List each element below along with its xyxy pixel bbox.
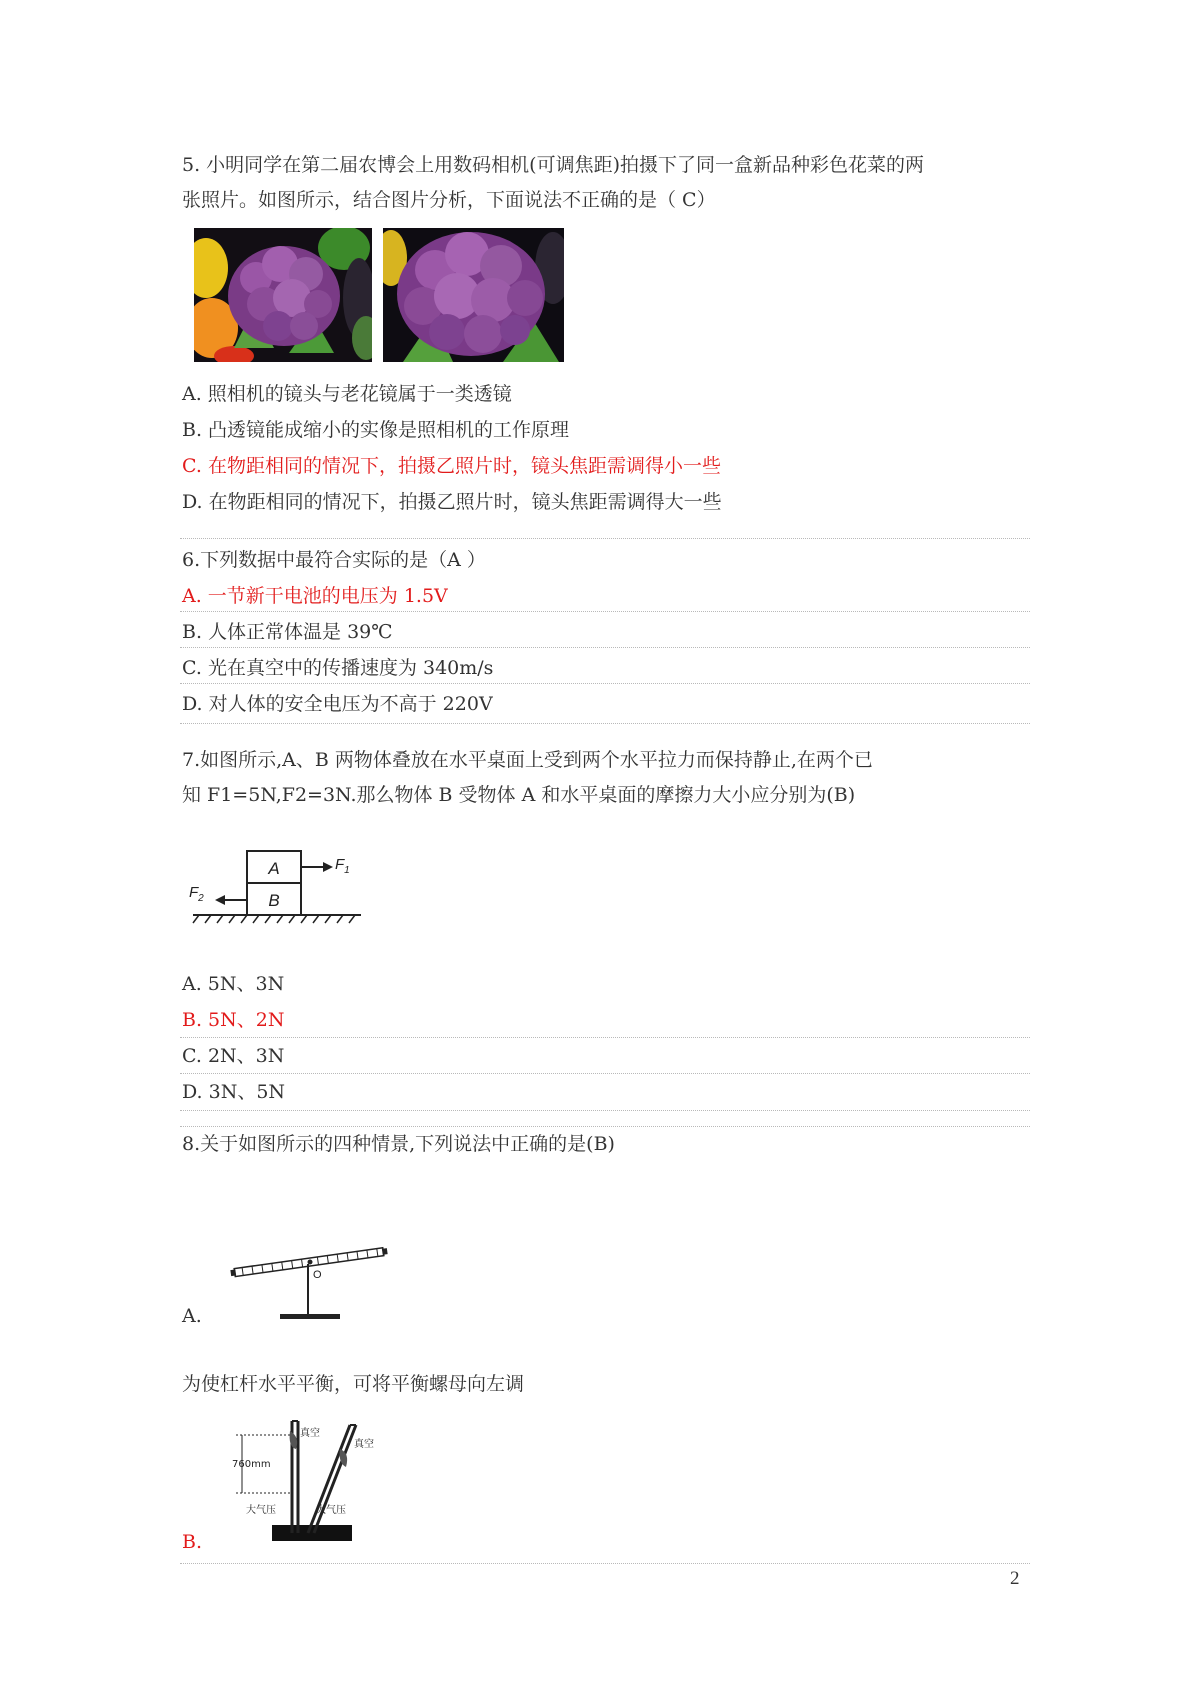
divider xyxy=(180,683,1030,684)
q6-option-b: B. 人体正常体温是 39℃ xyxy=(182,621,393,643)
torricelli-figure xyxy=(232,1415,382,1545)
q7-stem-line1: 7.如图所示,A、B 两物体叠放在水平桌面上受到两个水平拉力而保持静止,在两个已 xyxy=(182,749,873,771)
q8-option-a-label: A. xyxy=(182,1305,202,1327)
divider xyxy=(180,538,1030,539)
q6-stem: 6.下列数据中最符合实际的是（A ） xyxy=(182,549,486,571)
q6-option-a: A. 一节新干电池的电压为 1.5V xyxy=(182,585,448,607)
block-b-label: B xyxy=(268,891,280,910)
atm-label-1: 大气压 xyxy=(246,1505,276,1516)
q5-option-c: C. 在物距相同的情况下，拍摄乙照片时，镜头焦距需调得小一些 xyxy=(182,455,721,477)
q5-option-d: D. 在物距相同的情况下，拍摄乙照片时，镜头焦距需调得大一些 xyxy=(182,491,722,513)
q7-option-d: D. 3N、5N xyxy=(182,1081,286,1103)
q7-blocks-figure xyxy=(185,845,365,930)
q5-stem-line1: 5. 小明同学在第二届农博会上用数码相机(可调焦距)拍摄下了同一盒新品种彩色花菜的两 xyxy=(182,154,924,176)
block-a-label: A xyxy=(268,859,280,878)
q6-option-d: D. 对人体的安全电压为不高于 220V xyxy=(182,693,493,715)
vacuum-label-1: 真空 xyxy=(300,1428,320,1439)
height-760mm-label: 760mm xyxy=(232,1459,271,1470)
divider xyxy=(180,1037,1030,1038)
cauliflower-photo-2 xyxy=(383,228,564,362)
lever-stand-figure xyxy=(230,1232,390,1322)
page-number: 2 xyxy=(1010,1568,1020,1589)
q7-option-a: A. 5N、3N xyxy=(182,973,285,995)
divider xyxy=(180,1110,1030,1111)
q7-option-b: B. 5N、2N xyxy=(182,1009,285,1031)
q6-option-c: C. 光在真空中的传播速度为 340m/s xyxy=(182,657,494,679)
force-f1-label: $F_1$ xyxy=(335,856,350,876)
q7-stem-line2: 知 F1=5N,F2=3N.那么物体 B 受物体 A 和水平桌面的摩擦力大小应分别为(B) xyxy=(182,784,856,806)
divider xyxy=(180,1126,1030,1127)
pivot-label: O xyxy=(313,1269,322,1281)
divider xyxy=(180,611,1030,612)
divider xyxy=(180,723,1030,724)
q8-option-a-text: 为使杠杆水平平衡，可将平衡螺母向左调 xyxy=(182,1373,525,1395)
q8-stem: 8.关于如图所示的四种情景,下列说法中正确的是(B) xyxy=(182,1133,615,1155)
force-f2-label: $F_2$ xyxy=(189,884,204,904)
divider xyxy=(180,1073,1030,1074)
vacuum-label-2: 真空 xyxy=(354,1439,374,1450)
cauliflower-photo-1 xyxy=(194,228,372,362)
q5-option-a: A. 照相机的镜头与老花镜属于一类透镜 xyxy=(182,383,512,405)
divider xyxy=(180,647,1030,648)
q5-stem-line2: 张照片。如图所示，结合图片分析，下面说法不正确的是（ C） xyxy=(182,189,716,211)
atm-label-2: 大气压 xyxy=(316,1505,346,1516)
q8-option-b-label: B. xyxy=(182,1531,203,1553)
q5-option-b: B. 凸透镜能成缩小的实像是照相机的工作原理 xyxy=(182,419,570,441)
divider xyxy=(180,1563,1030,1564)
q7-option-c: C. 2N、3N xyxy=(182,1045,285,1067)
